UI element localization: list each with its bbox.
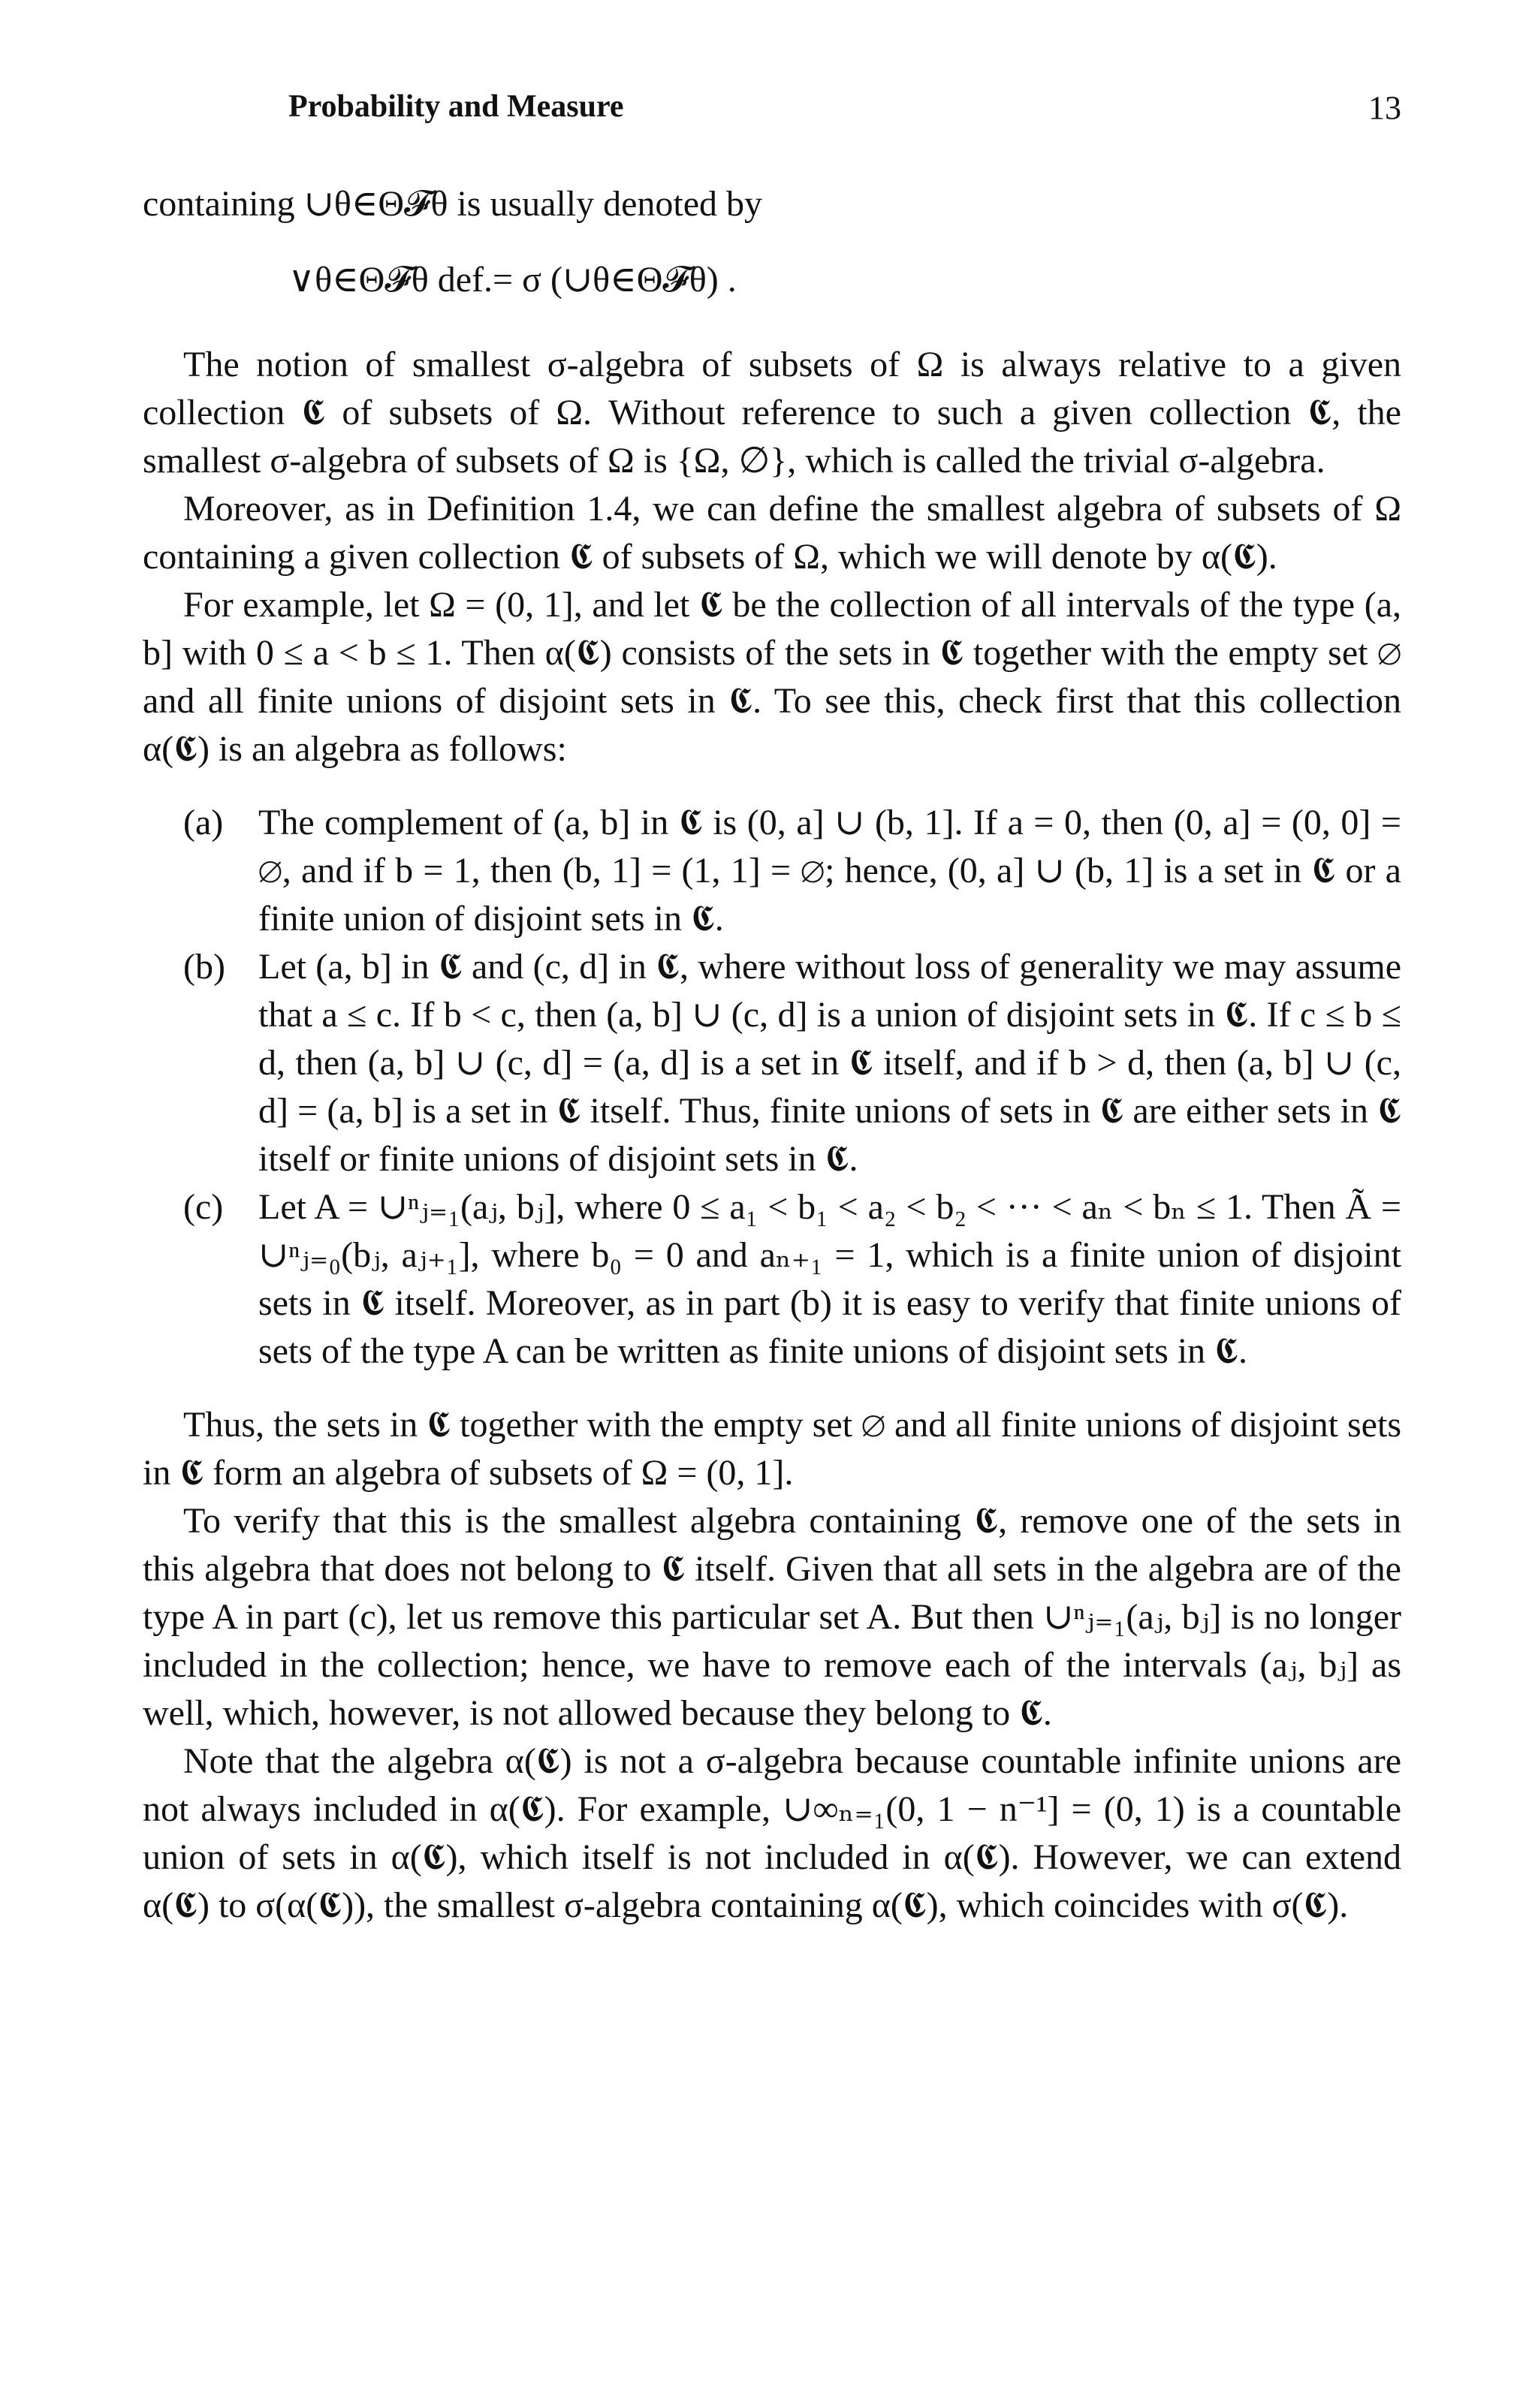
list-item-text: Let A = ∪ⁿⱼ₌₁(aⱼ, bⱼ], where 0 ≤ a₁ < b₁ < a₂ < b₂ < ··· < aₙ < bₙ ≤ 1. Then Ã = ∪ⁿⱼ₌₀(bⱼ, aⱼ₊₁], where b₀ = 0 and aₙ₊₁ = 1, which is a finite union of disjoint sets in 𝕮 itself. Moreover, as in part (b) it is easy to verify that finite unions of sets of the type A can be written as finite unions of disjoint sets in 𝕮.	[258, 1187, 1401, 1371]
page-header	[288, 89, 1401, 134]
paragraph-verify-smallest: To verify that this is the smallest algebra containing 𝕮, remove one of the sets in this algebra that does not belong to 𝕮 itself. Given that all sets in the algebra are of the type A in part (c), let us remove this particular set A. But then ∪ⁿⱼ₌₁(aⱼ, bⱼ] is no longer included in the collection; hence, we have to remove each of the intervals (aⱼ, bⱼ] as well, which, however, is not allowed because they belong to 𝕮.	[143, 1501, 1401, 1733]
list-item-text: Let (a, b] in 𝕮 and (c, d] in 𝕮, where without loss of generality we may assume that a ≤ c. If b < c, then (a, b] ∪ (c, d] is a union of disjoint sets in 𝕮. If c ≤ b ≤ d, then (a, b] ∪ (c, d] = (a, d] is a set in 𝕮 itself, and if b > d, then (a, b] ∪ (c, d] = (a, b] is a set in 𝕮 itself. Thus, finite unions of sets in 𝕮 are either sets in 𝕮 itself or finite unions of disjoint sets in 𝕮.	[258, 947, 1401, 1179]
page-body	[143, 180, 1401, 1930]
list-item	[183, 943, 1401, 1183]
paragraph-example: For example, let Ω = (0, 1], and let 𝕮 be the collection of all intervals of the type (a, b] with 0 ≤ a < b ≤ 1. Then α(𝕮) consists of the sets in 𝕮 together with the empty set ∅ and all finite unions of disjoint sets in 𝕮. To see this, check first that this collection α(𝕮) is an algebra as follows:	[143, 585, 1401, 769]
paragraph-smallest-algebra: Moreover, as in Definition 1.4, we can define the smallest algebra of subsets of Ω containing a given collection 𝕮 of subsets of Ω, which we will denote by α(𝕮).	[143, 489, 1401, 577]
list-item	[183, 799, 1401, 943]
page-number: 13	[1368, 89, 1401, 126]
paragraph-thus: Thus, the sets in 𝕮 together with the empty set ∅ and all finite unions of disjoint sets in 𝕮 form an algebra of subsets of Ω = (0, 1].	[143, 1405, 1401, 1493]
list-item-text: The complement of (a, b] in 𝕮 is (0, a] ∪ (b, 1]. If a = 0, then (0, a] = (0, 0] = ∅, and if b = 1, then (b, 1] = (1, 1] = ∅; hence, (0, a] ∪ (b, 1] is a set in 𝕮 or a finite union of disjoint sets in 𝕮.	[258, 803, 1401, 939]
intro-line: containing ∪θ∈Θ𝓕θ is usually denoted by	[143, 184, 763, 224]
paragraph-not-sigma-algebra: Note that the algebra α(𝕮) is not a σ-algebra because countable infinite unions are not always included in α(𝕮). For example, ∪∞ₙ₌₁(0, 1 − n⁻¹] = (0, 1) is a countable union of sets in α(𝕮), which itself is not included in α(𝕮). However, we can extend α(𝕮) to σ(α(𝕮)), the smallest σ-algebra containing α(𝕮), which coincides with σ(𝕮).	[143, 1741, 1401, 1925]
list-item-label: (b)	[183, 947, 225, 987]
paragraph-trivial-sigma-algebra: The notion of smallest σ-algebra of subsets of Ω is always relative to a given collection 𝕮 of subsets of Ω. Without reference to such a given collection 𝕮, the smallest σ-algebra of subsets of Ω is {Ω, ∅}, which is called the trivial σ-algebra.	[143, 345, 1401, 481]
list-item	[183, 1183, 1401, 1376]
running-head: Probability and Measure	[288, 89, 624, 124]
proof-list	[183, 799, 1401, 1376]
list-item-label: (c)	[183, 1187, 224, 1227]
list-item-label: (a)	[183, 803, 224, 842]
display-equation: ∨θ∈Θ𝓕θ def.= σ (∪θ∈Θ𝓕θ) .	[288, 260, 737, 300]
